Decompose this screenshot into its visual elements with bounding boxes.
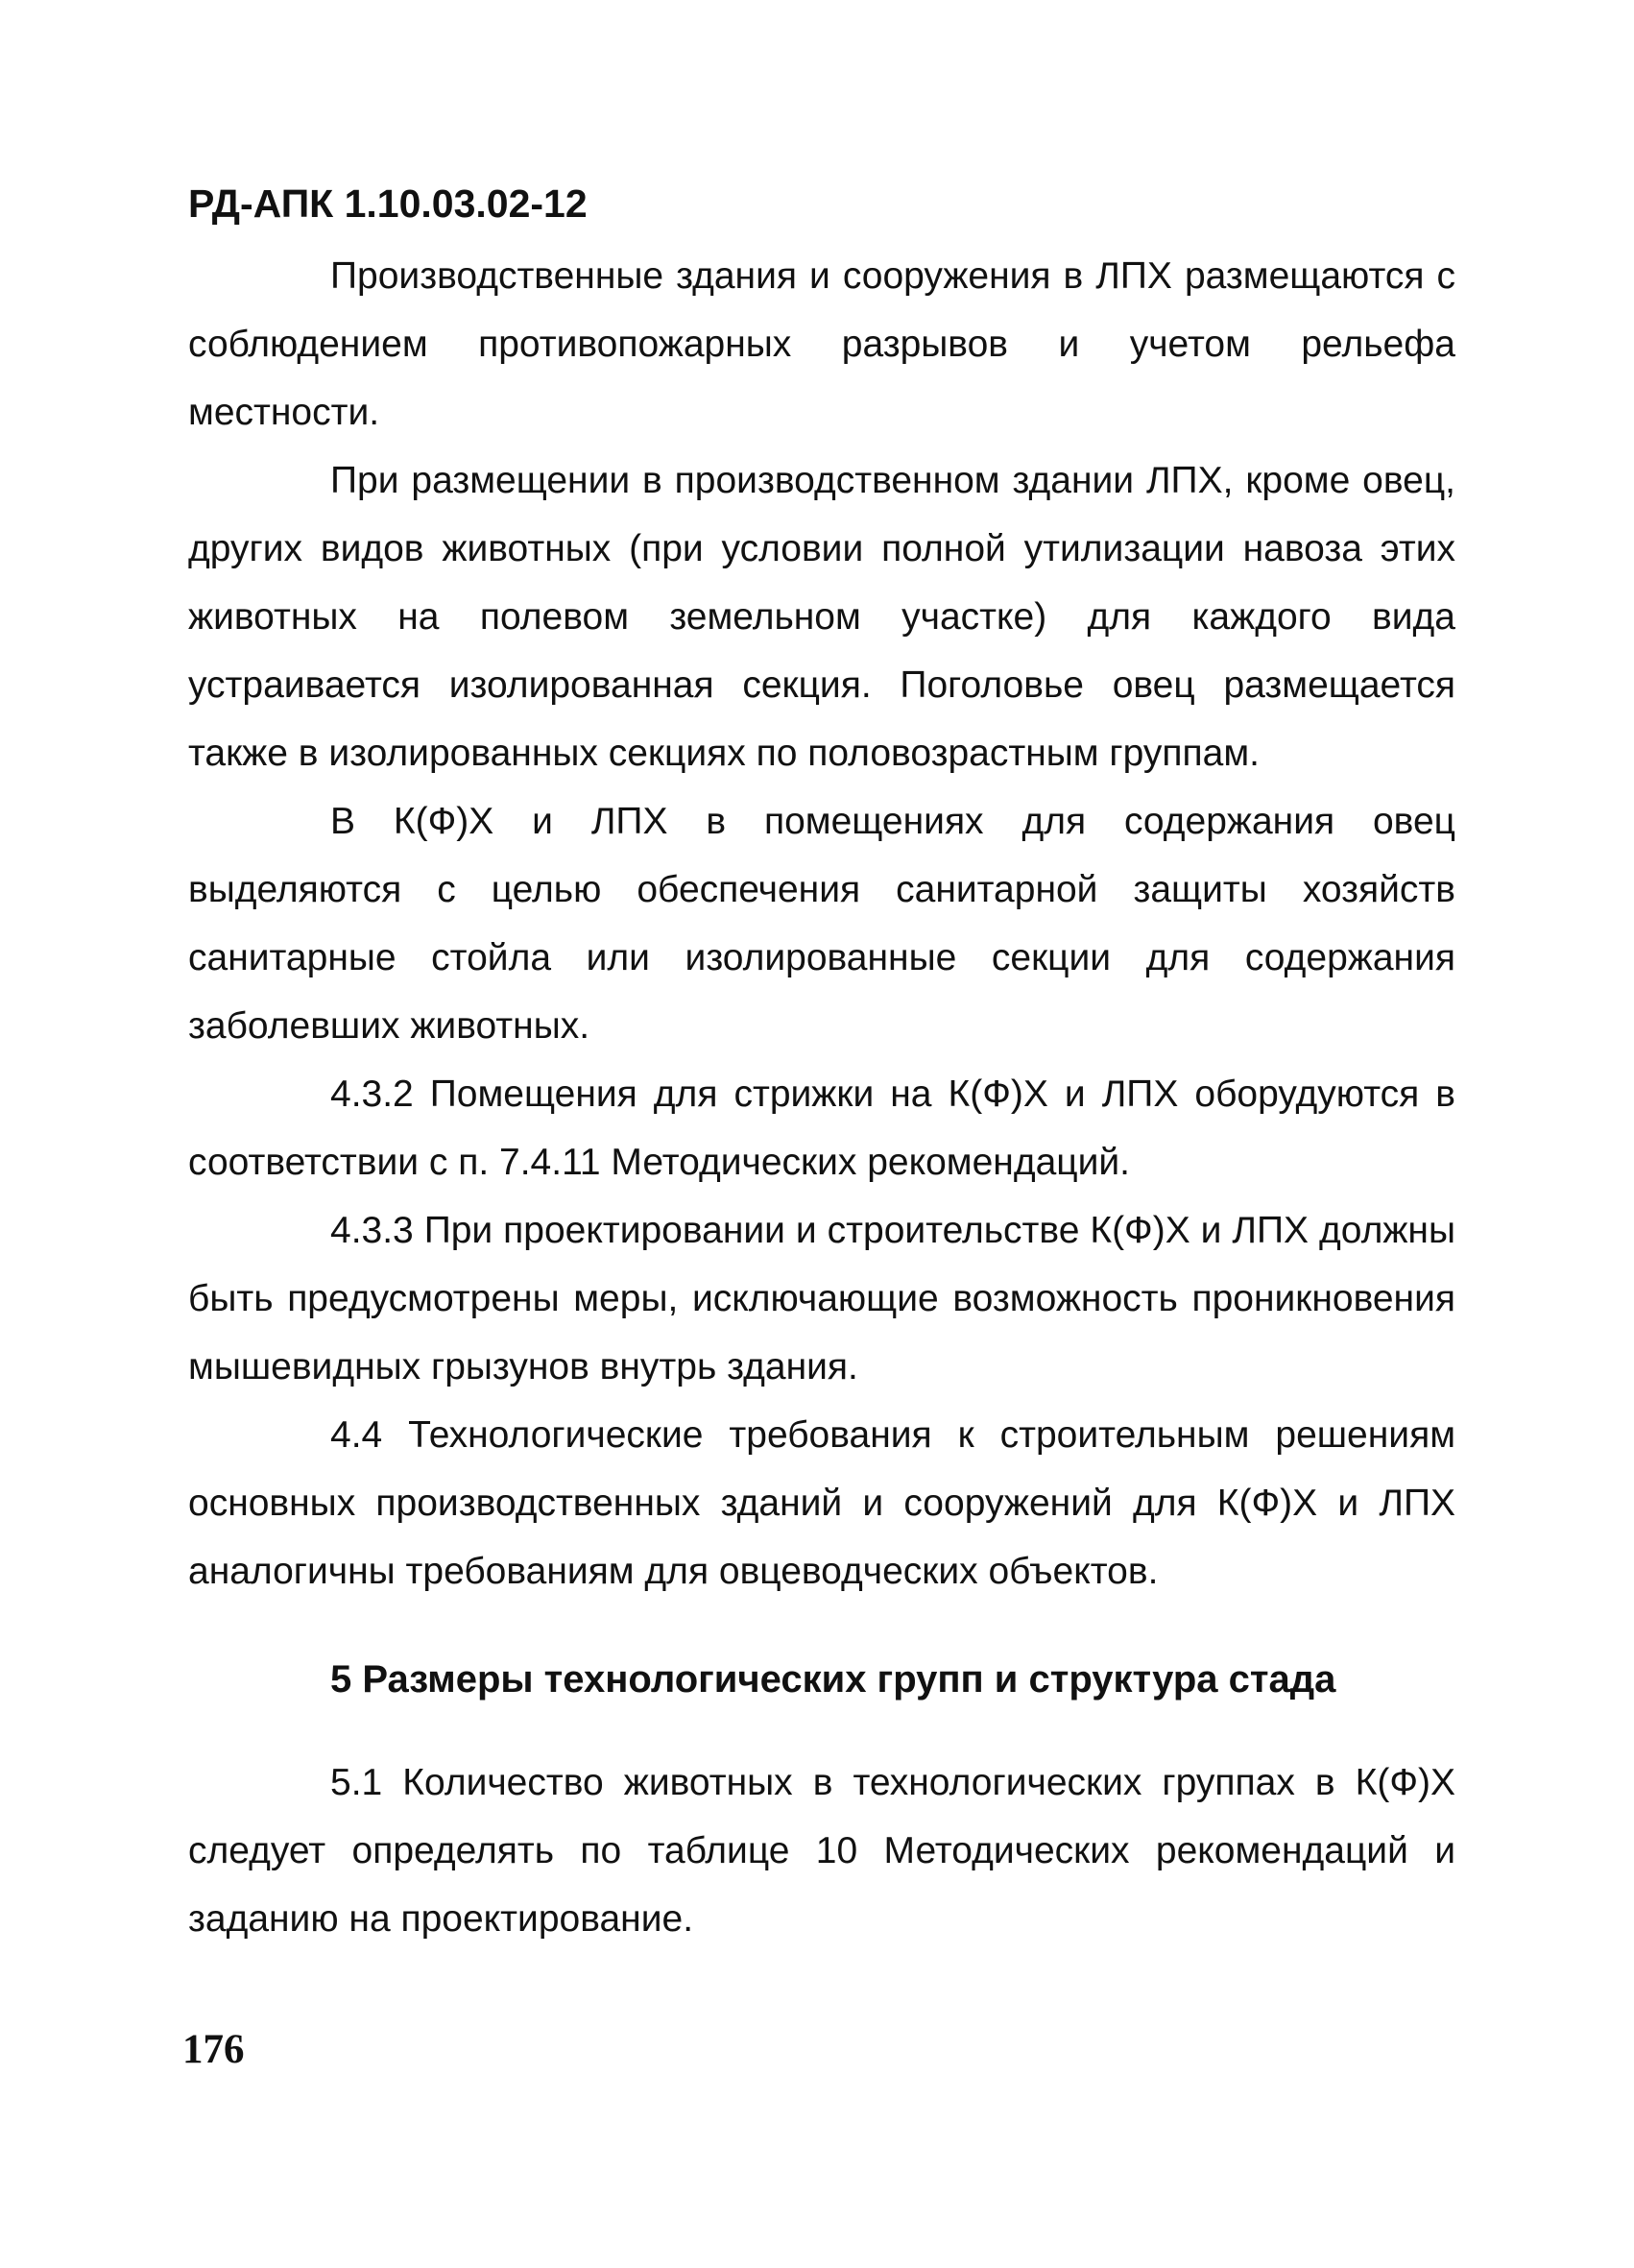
paragraph-4-3-2: 4.3.2 Помещения для стрижки на К(Ф)Х и ЛПХ оборудуются в соответствии с п. 7.4.11 Методических рекомендаций. <box>188 1074 1455 1183</box>
document-page <box>188 182 1455 1953</box>
paragraph-5-1: 5.1 Количество животных в технологических группах в К(Ф)Х следует определять по таблице 10 Методических рекомендаций и заданию на проектирование. <box>188 1762 1455 1940</box>
paragraph-isolated-sections: При размещении в производственном здании ЛПХ, кроме овец, других видов животных (при условии полной утилизации навоза этих животных на полевом земельном участке) для каждого вида устраивается изолированная секция. Поголовье овец размещается также в изолированных секциях по половозрастным группам. <box>188 460 1455 774</box>
paragraph-placement-buildings: Производственные здания и сооружения в ЛПХ размещаются с соблюдением противопожарных разрывов и учетом рельефа местности. <box>188 255 1455 433</box>
paragraph-4-3-3: 4.3.3 При проектировании и строительстве К(Ф)Х и ЛПХ должны быть предусмотрены меры, исключающие возможность проникновения мышевидных грызунов внутрь здания. <box>188 1210 1455 1387</box>
section-title-5: 5 Размеры технологических групп и структура стада <box>330 1658 1336 1701</box>
paragraph-sanitary-stalls: В К(Ф)Х и ЛПХ в помещениях для содержания овец выделяются с целью обеспечения санитарной защиты хозяйств санитарные стойла или изолированные секции для содержания заболевших животных. <box>188 801 1455 1047</box>
document-code: РД-АПК 1.10.03.02-12 <box>188 181 588 226</box>
page-number: 176 <box>182 2027 245 2072</box>
paragraph-4-4: 4.4 Технологические требования к строительным решениям основных производственных зданий и сооружений для К(Ф)Х и ЛПХ аналогичны требованиям для овцеводческих объектов. <box>188 1414 1455 1592</box>
